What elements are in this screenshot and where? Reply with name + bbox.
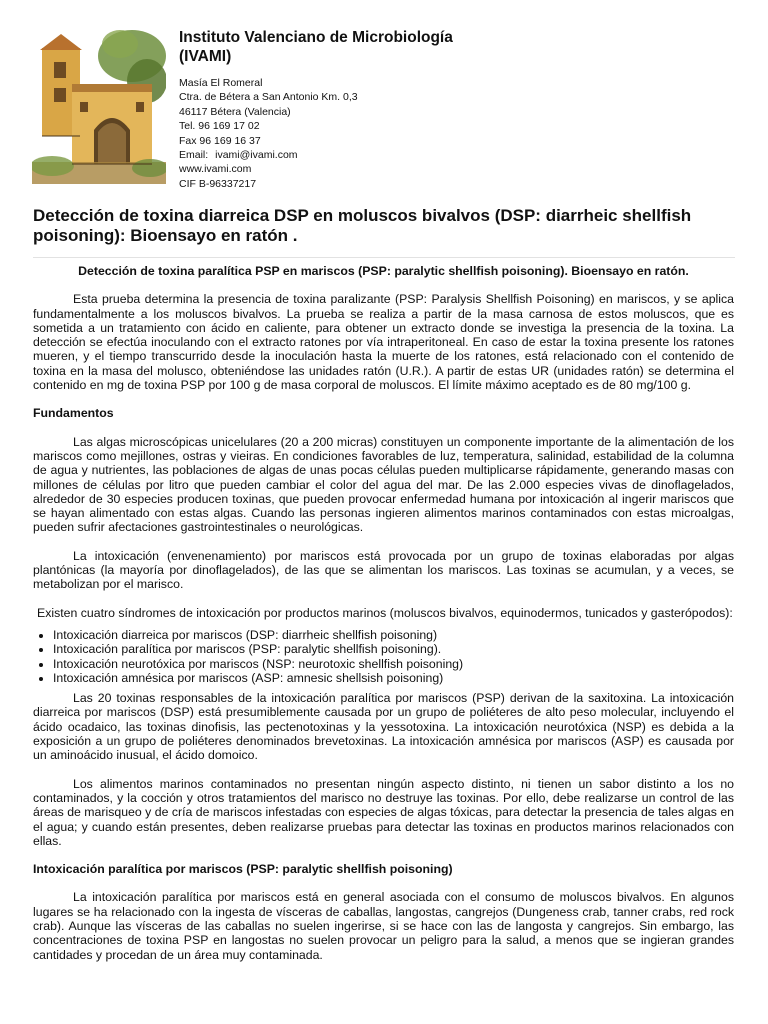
address-line: Ctra. de Bétera a San Antonio Km. 0,3 — [179, 91, 358, 104]
paragraph: Las 20 toxinas responsables de la intoxicación paralítica por mariscos (PSP) derivan de la saxitoxina. La intoxicación diarreica por mariscos (DSP) está presumiblemente causada por un grupo de poliéteres de alto peso molecular, incluyendo el ácido ocadaico, las toxinas dinofisis, las pectenotoxinas y la yessotoxina. La intoxicación neurotóxica (NSP) es debida a la exposición a un grupo de poliéteres denominados brevetoxinas. La intoxicación amnésica por mariscos (ASP) es causada por un aminoácido inusual, el ácido domoico. — [33, 691, 734, 763]
list-item: • Intoxicación neurotóxica por mariscos (NSP: neurotoxic shellfish poisoning) — [53, 657, 734, 671]
paragraph: La intoxicación paralítica por mariscos está en general asociada con el consumo de moluscos bivalvos. En algunos lugares se ha relacionado con la ingesta de vísceras de caballas, langostas, cangrejos (Dungeness crab, tanner crabs, red rock crab). Aunque las vísceras de las caballas no suelen ingerirse, si se hace con las de langosta y cangrejos. Sin embargo, las concentraciones de toxina PSP en langostas no suelen provocar un peligro para la salud, a menos que se ingieran grandes cantidades y procedan de un área muy contaminada. — [33, 890, 734, 962]
institute-name — [179, 28, 599, 66]
address-line: Masía El Romeral — [179, 77, 263, 89]
article-subtitle: Detección de toxina paralítica PSP en mariscos (PSP: paralytic shellfish poisoning). Bioensayo en ratón. — [78, 264, 689, 278]
cif-line: CIF B-96337217 — [179, 177, 257, 190]
list-item: • Intoxicación amnésica por mariscos (ASP: amnesic shellsish poisoning) — [53, 671, 734, 685]
institute-name-line1: Instituto Valenciano de Microbiología — [179, 29, 453, 46]
section-heading-psp: Intoxicación paralítica por mariscos (PSP: paralytic shellfish poisoning) — [33, 862, 453, 877]
paragraph: Los alimentos marinos contaminados no presentan ningún aspecto distinto, ni tienen un sabor distinto a los no contaminados, y la cocción y otros tratamientos del marisco no destruye las toxinas. Por ello, debe realizarse un control de las áreas de marisqueo y de cría de mariscos infestadas con especies de algas tóxicas, para detectar la presencia de tales algas en el agua; y cuando están presentes, deben realizarse pruebas para detectar las toxinas en productos marinos relacionados con ellas. — [33, 776, 734, 848]
paragraph: Existen cuatro síndromes de intoxicación por productos marinos (moluscos bivalvos, equinodermos, tunicados y gasterópodos): — [37, 605, 733, 620]
syndromes-list — [33, 628, 734, 685]
email-value: ivami@ivami.com — [215, 149, 298, 162]
institute-logo — [32, 26, 166, 184]
intro-paragraph: Esta prueba determina la presencia de toxina paralizante (PSP: Paralysis Shellfish Poisoning) en mariscos, y se aplica fundamentalmente a los moluscos bivalvos. La prueba se realiza a partir de la masa carnosa de estos moluscos, que es sometida a un tratamiento con ácido en caliente, para obtener un extracto donde se investiga la presencia de la toxina. La detección se efectúa inoculando con el extracto ratones por vía intraperitoneal. En caso de estar la toxina presente los ratones mueren, y el tiempo transcurrido desde la inoculación hasta la muerte de los ratones, está relacionado con el contenido de toxina en la masa del molusco, obteniéndose las unidades ratón (U.R.). A partir de estas UR (unidades ratón) se determina el contenido en mg de toxina PSP por 100 g de masa corporal de moluscos. El límite máximo aceptado es de 80 mg/100 g. — [33, 292, 734, 393]
institute-name-line2: (IVAMI) — [179, 48, 232, 65]
section-heading-fundamentos: Fundamentos — [33, 406, 114, 421]
paragraph: Las algas microscópicas unicelulares (20 a 200 micras) constituyen un componente importante de la alimentación de los mariscos como mejillones, ostras y vieiras. En condiciones favorables de luz, temperatura, salinidad, estabilidad de la columna de agua y nutrientes, las poblaciones de algas de unas pocas células pueden multiplicarse rápidamente, generando masas con millones de células por litro que pueden cambiar el color del agua del mar. De las 2.000 especies vivas de dinoflagelados, alrededor de 30 especies producen toxinas, que pueden provocar enfermedad humana por intoxicación al ingerir mariscos que se hayan alimentado con estas algas. Cuando las personas ingieren alimentos marinos contaminados con estas microalgas, pueden sufrir afectaciones gastrointestinales o neurológicas. — [33, 434, 734, 535]
title-divider — [33, 257, 735, 258]
page-title: Detección de toxina diarreica DSP en moluscos bivalvos (DSP: diarrheic shellfish poisoning): Bioensayo en ratón . — [33, 206, 692, 245]
phone-line: Tel. 96 169 17 02 — [179, 120, 260, 133]
fax-line: Fax 96 169 16 37 — [179, 134, 261, 147]
email-label: Email: — [179, 149, 209, 162]
institute-info — [179, 28, 599, 191]
institute-address — [179, 76, 599, 191]
email-line — [179, 148, 599, 162]
address-line: 46117 Bétera (Valencia) — [179, 105, 291, 118]
list-item: • Intoxicación diarreica por mariscos (DSP: diarrheic shellfish poisoning) — [53, 628, 734, 642]
article-body — [33, 264, 734, 976]
website-link[interactable]: www.ivami.com — [179, 163, 252, 176]
list-item: • Intoxicación paralítica por mariscos (PSP: paralytic shellfish poisoning). — [53, 642, 734, 656]
paragraph: La intoxicación (envenenamiento) por mariscos está provocada por un grupo de toxinas elaboradas por algas plantónicas (la mayoría por dinoflagelados), de las que se alimentan los mariscos. Las toxinas se acumulan, y a veces, se metabolizan por el marisco. — [33, 548, 734, 592]
